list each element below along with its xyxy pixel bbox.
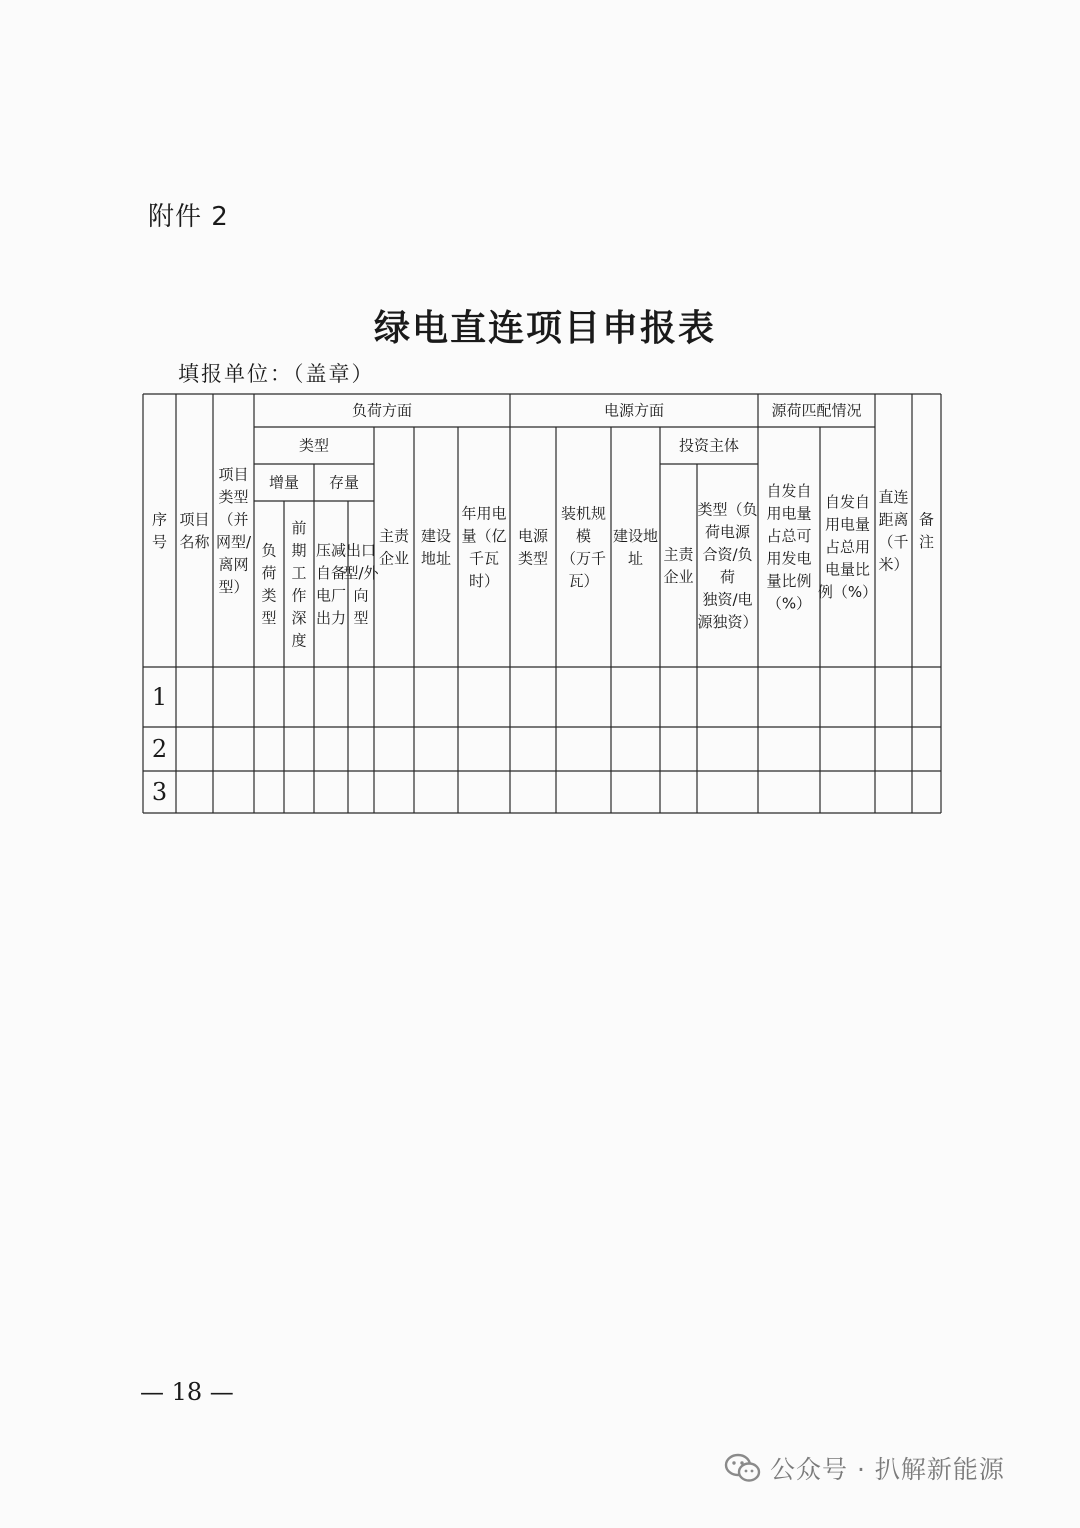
header-zhilian-juli: 直连 <box>878 487 909 506</box>
header-nian-yongdianliang: 年用电 <box>461 504 507 523</box>
header-zhuangji-guimo: 瓦） <box>568 571 599 590</box>
header-touzi-leixing: 合资/负 <box>702 545 753 564</box>
attachment-label: 附件 2 <box>148 202 229 232</box>
header-dianyuan-fangmian: 电源方面 <box>603 401 665 420</box>
header-zifa-zhan-yong: 占总用 <box>824 538 871 556</box>
row-number: 3 <box>151 778 168 806</box>
header-touzi-leixing: 类型（负 <box>697 500 758 519</box>
header-fuhe-leixing: 型 <box>261 608 277 627</box>
header-xiangmu-leixing: 型） <box>218 577 249 596</box>
header-yuanhe-pipei: 源荷匹配情况 <box>771 401 862 420</box>
header-dianyuan-jianshe-dizhi: 址 <box>627 549 644 568</box>
header-xuhao: 号 <box>151 532 168 551</box>
header-fuhe-leixing: 负 <box>261 541 277 560</box>
header-fuhe-fangmian: 负荷方面 <box>351 401 413 420</box>
table-header <box>152 402 934 650</box>
header-dianyuan-leixing: 类型 <box>517 549 549 568</box>
header-xiangmu-leixing: 类型 <box>218 487 249 506</box>
header-qianqi-gongzuo-shendu: 期 <box>291 541 307 560</box>
header-yajian-zibei: 压减 <box>315 541 347 560</box>
header-cunliang: 存量 <box>328 473 360 492</box>
header-zifa-zhan-kefa: 用电量 <box>766 504 812 523</box>
header-zhuangji-guimo: 装机规 <box>560 504 607 523</box>
header-zifa-zhan-kefa: 自发自 <box>766 481 812 500</box>
header-xiangmu-leixing: 项目 <box>218 465 249 484</box>
header-yajian-zibei: 出力 <box>315 608 347 627</box>
header-touzi-zhuze-qiye: 主责 <box>663 545 694 564</box>
header-touzi-zhuti: 投资主体 <box>678 436 740 455</box>
header-chukou-waixiang: 型/外 <box>343 563 379 582</box>
header-fuhe-jianshe-dizhi: 地址 <box>420 549 452 568</box>
header-fuhe-leixing: 荷 <box>261 563 277 582</box>
header-zifa-zhan-kefa: 占总可 <box>766 526 812 545</box>
header-fuhe-leixing: 类 <box>261 586 277 605</box>
header-xiangmu-leixing: （并 <box>218 510 249 529</box>
header-chukou-waixiang: 型 <box>353 608 369 627</box>
header-dianyuan-leixing: 电源 <box>517 526 549 545</box>
header-fuhe-jianshe-dizhi: 建设 <box>420 526 452 545</box>
fill-unit-label: 填报单位：（盖章） <box>178 362 375 386</box>
wechat-icon <box>724 1452 762 1484</box>
header-zifa-zhan-kefa: 用发电 <box>766 549 812 568</box>
header-beizhu: 注 <box>918 532 935 551</box>
header-zifa-zhan-kefa: 量比例 <box>766 571 812 590</box>
header-touzi-leixing: 源独资） <box>697 612 758 631</box>
header-qianqi-gongzuo-shendu: 工 <box>291 563 307 582</box>
header-zhilian-juli: 米） <box>878 555 909 574</box>
header-zifa-zhan-yong: 用电量 <box>824 515 871 534</box>
row-number: 2 <box>151 735 168 763</box>
header-dianyuan-jianshe-dizhi: 建设地 <box>612 526 659 545</box>
header-qianqi-gongzuo-shendu: 深 <box>291 608 307 627</box>
header-xiangmu-leixing: 离网 <box>218 555 249 574</box>
header-fuhe-zhuze-qiye: 企业 <box>378 549 410 568</box>
page-title: 绿电直连项目申报表 <box>373 307 716 349</box>
header-chukou-waixiang: 出口 <box>345 541 377 560</box>
header-zifa-zhan-kefa: （%） <box>766 594 812 613</box>
header-qianqi-gongzuo-shendu: 前 <box>291 518 307 537</box>
header-qianqi-gongzuo-shendu: 作 <box>291 586 307 605</box>
header-leixing: 类型 <box>298 436 330 455</box>
row-number: 1 <box>151 683 168 711</box>
header-zhuangji-guimo: 模 <box>575 526 592 545</box>
header-touzi-leixing: 荷电源 <box>704 522 751 541</box>
watermark-text: 公众号 · 扒解新能源 <box>770 1455 1005 1484</box>
header-touzi-leixing: 独资/电 <box>702 590 753 609</box>
header-qianqi-gongzuo-shendu: 度 <box>291 631 307 650</box>
header-touzi-leixing: 荷 <box>719 567 736 586</box>
header-beizhu: 备 <box>918 510 935 529</box>
header-zengliang: 增量 <box>268 473 300 492</box>
header-xiangmu-mingcheng: 项目 <box>179 510 210 529</box>
page-number: — 18 — <box>140 1378 234 1406</box>
header-zhuangji-guimo: （万千 <box>560 549 607 568</box>
header-chukou-waixiang: 向 <box>353 586 369 605</box>
watermark <box>724 1448 1005 1488</box>
header-touzi-zhuze-qiye: 企业 <box>663 567 694 586</box>
header-zifa-zhan-yong: 自发自 <box>824 493 871 511</box>
header-yajian-zibei: 自备 <box>315 563 347 582</box>
header-zhilian-juli: （千 <box>878 532 909 551</box>
header-fuhe-zhuze-qiye: 主责 <box>378 526 410 545</box>
header-xiangmu-leixing: 网型/ <box>215 532 252 551</box>
header-yajian-zibei: 电厂 <box>315 586 347 605</box>
header-nian-yongdianliang: 千瓦 <box>468 549 500 568</box>
header-zhilian-juli: 距离 <box>878 510 909 529</box>
header-xiangmu-mingcheng: 名称 <box>179 532 210 551</box>
header-nian-yongdianliang: 时） <box>468 571 500 590</box>
header-nian-yongdianliang: 量（亿 <box>461 526 507 545</box>
header-zifa-zhan-yong: 电量比 <box>824 560 871 579</box>
table-body <box>152 683 167 806</box>
header-xuhao: 序 <box>151 510 168 529</box>
header-zifa-zhan-yong: 例（%） <box>817 583 878 601</box>
